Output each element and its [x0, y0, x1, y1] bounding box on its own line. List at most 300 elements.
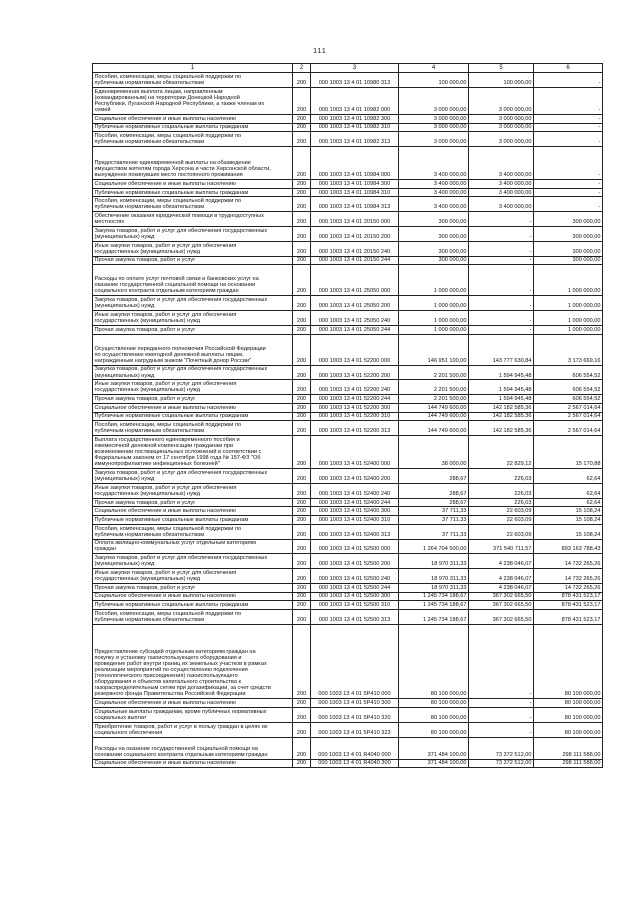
table-row — [93, 325, 603, 334]
table-row — [93, 412, 603, 421]
row-name-cell: Социальное обеспечение и иные выплаты населению — [93, 403, 293, 412]
unexecuted-amount-cell: 2 567 014,64 — [534, 412, 603, 421]
executed-amount-cell: 143 777 630,84 — [469, 334, 534, 365]
row-name-cell: Прочая закупка товаров, работ и услуг — [93, 325, 293, 334]
table-row — [93, 241, 603, 256]
row-name-cell: Публичные нормативные социальные выплаты гражданам — [93, 123, 293, 132]
executed-amount-cell: 22 603,09 — [469, 507, 534, 516]
row-name-cell: Осуществление переданного полномочия Российской Федерации по осуществлению ежегодной денежной выплаты лицам, награжденным нагрудным знаком "Почетный донор России" — [93, 334, 293, 365]
classification-code-cell: 000 1003 13 4 01 10982 300 — [311, 114, 399, 123]
unexecuted-amount-cell: 298 111 588,00 — [534, 737, 603, 759]
table-row — [93, 737, 603, 759]
unexecuted-amount-cell: 15 170,88 — [534, 436, 603, 469]
header-cell: 4 — [399, 64, 469, 73]
row-name-cell: Прочая закупка товаров, работ и услуг — [93, 256, 293, 265]
row-name-cell: Иные закупки товаров, работ и услуг для обеспечения государственных (муниципальных) нужд — [93, 241, 293, 256]
table-row — [93, 256, 603, 265]
approved-amount-cell: 3 400 000,00 — [399, 197, 469, 212]
classification-code-cell: 000 1003 13 4 01 10984 313 — [311, 197, 399, 212]
executed-amount-cell: 3 000 000,00 — [469, 114, 534, 123]
executed-amount-cell: - — [469, 256, 534, 265]
row-name-cell: Закупка товаров, работ и услуг для обеспечения государственных (муниципальных) нужд — [93, 296, 293, 311]
approved-amount-cell: 3 400 000,00 — [399, 180, 469, 189]
classification-code-cell: 000 1003 13 4 01 10982 000 — [311, 87, 399, 114]
classification-code-cell: 000 1003 13 4 01 52400 200 — [311, 469, 399, 484]
executed-amount-cell: - — [469, 325, 534, 334]
row-name-cell: Пособия, компенсации, меры социальной поддержки по публичным нормативным обязательствам — [93, 609, 293, 624]
row-code-cell: 200 — [293, 412, 311, 421]
row-name-cell: Прочая закупка товаров, работ и услуг — [93, 498, 293, 507]
row-name-cell: Социальное обеспечение и иные выплаты населению — [93, 180, 293, 189]
row-code-cell: 200 — [293, 569, 311, 584]
unexecuted-amount-cell: - — [534, 188, 603, 197]
row-name-cell: Иные закупки товаров, работ и услуг для обеспечения государственных (муниципальных) нужд — [93, 483, 293, 498]
approved-amount-cell: 300 000,00 — [399, 256, 469, 265]
row-code-cell: 200 — [293, 212, 311, 227]
executed-amount-cell: - — [469, 624, 534, 699]
unexecuted-amount-cell: 606 554,52 — [534, 395, 603, 404]
table-row — [93, 516, 603, 525]
unexecuted-amount-cell: - — [534, 87, 603, 114]
row-code-cell: 200 — [293, 539, 311, 554]
table-row — [93, 609, 603, 624]
executed-amount-cell: 3 400 000,00 — [469, 147, 534, 180]
approved-amount-cell: 371 484 100,00 — [399, 759, 469, 768]
approved-amount-cell: 80 100 000,00 — [399, 722, 469, 737]
row-code-cell: 200 — [293, 554, 311, 569]
executed-amount-cell: - — [469, 227, 534, 242]
approved-amount-cell: 371 484 100,00 — [399, 737, 469, 759]
executed-amount-cell: - — [469, 296, 534, 311]
classification-code-cell: 000 1003 13 4 01 R4040 000 — [311, 737, 399, 759]
executed-amount-cell: - — [469, 241, 534, 256]
classification-code-cell: 000 1003 13 4 01 10980 313 — [311, 73, 399, 88]
table-row — [93, 592, 603, 601]
row-name-cell: Социальное обеспечение и иные выплаты населению — [93, 507, 293, 516]
row-code-cell: 200 — [293, 311, 311, 326]
row-code-cell: 200 — [293, 197, 311, 212]
executed-amount-cell: 142 182 585,36 — [469, 412, 534, 421]
executed-amount-cell: 367 302 665,50 — [469, 609, 534, 624]
classification-code-cell: 000 1003 13 4 01 10982 310 — [311, 123, 399, 132]
header-cell: 3 — [311, 64, 399, 73]
executed-amount-cell: 226,03 — [469, 483, 534, 498]
row-code-cell: 200 — [293, 123, 311, 132]
approved-amount-cell: 300 000,00 — [399, 227, 469, 242]
classification-code-cell: 000 1003 13 4 01 52400 240 — [311, 483, 399, 498]
row-name-cell: Прочая закупка товаров, работ и услуг — [93, 583, 293, 592]
header-cell: 1 — [93, 64, 293, 73]
unexecuted-amount-cell: 878 431 523,17 — [534, 609, 603, 624]
unexecuted-amount-cell: - — [534, 73, 603, 88]
classification-code-cell: 000 1003 13 4 01 20150 244 — [311, 256, 399, 265]
row-name-cell: Публичные нормативные социальные выплаты гражданам — [93, 188, 293, 197]
unexecuted-amount-cell: 878 431 523,17 — [534, 601, 603, 610]
row-code-cell: 200 — [293, 87, 311, 114]
classification-code-cell: 000 1003 13 4 01 52200 310 — [311, 412, 399, 421]
unexecuted-amount-cell: - — [534, 180, 603, 189]
row-name-cell: Обеспечение оказания юридической помощи в труднодоступных местностях — [93, 212, 293, 227]
row-name-cell: Социальное обеспечение и иные выплаты населению — [93, 699, 293, 708]
table-row — [93, 132, 603, 147]
row-name-cell: Приобретение товаров, работ и услуг в пользу граждан в целях их социального обеспечения — [93, 722, 293, 737]
unexecuted-amount-cell: 62,64 — [534, 483, 603, 498]
approved-amount-cell: 144 749 600,00 — [399, 412, 469, 421]
row-name-cell: Закупка товаров, работ и услуг для обеспечения государственных (муниципальных) нужд — [93, 365, 293, 380]
unexecuted-amount-cell: 606 554,52 — [534, 380, 603, 395]
executed-amount-cell: - — [469, 699, 534, 708]
row-name-cell: Иные закупки товаров, работ и услуг для обеспечения государственных (муниципальных) нужд — [93, 311, 293, 326]
classification-code-cell: 000 1003 13 4 01 52500 300 — [311, 592, 399, 601]
header-cell: 6 — [534, 64, 603, 73]
row-name-cell: Единовременная выплата лицам, направленным (командированным) на территории Донецкой Народной Республики, Луганской Народной Республики, а также членам их семей — [93, 87, 293, 114]
row-code-cell: 200 — [293, 265, 311, 296]
approved-amount-cell: 288,67 — [399, 498, 469, 507]
table-row — [93, 601, 603, 610]
approved-amount-cell: 18 970 311,33 — [399, 569, 469, 584]
row-name-cell: Социальное обеспечение и иные выплаты населению — [93, 759, 293, 768]
row-name-cell: Публичные нормативные социальные выплаты гражданам — [93, 601, 293, 610]
approved-amount-cell: 1 245 734 188,67 — [399, 601, 469, 610]
table-row — [93, 498, 603, 507]
approved-amount-cell: 1 000 000,00 — [399, 325, 469, 334]
approved-amount-cell: 37 711,33 — [399, 516, 469, 525]
executed-amount-cell: 4 238 046,07 — [469, 569, 534, 584]
table-row — [93, 334, 603, 365]
classification-code-cell: 000 1003 13 4 01 52200 313 — [311, 421, 399, 436]
row-name-cell: Предоставление субсидий отдельным категориям граждан на покупку и установку газоиспользующего оборудования и проведение работ внутри границ их земельных участков в рамках реализации мероприятий по осуществлению подключения (технологического присоединения) газоиспользующего оборудования и объектов капитального строительства к газораспределительным сетям при догазификации, за счет средств резервного фонда Правительства Российской Федерации — [93, 624, 293, 699]
budget-execution-table — [92, 63, 603, 768]
row-code-cell: 200 — [293, 365, 311, 380]
executed-amount-cell: - — [469, 212, 534, 227]
row-code-cell: 200 — [293, 325, 311, 334]
executed-amount-cell: 1 594 945,48 — [469, 395, 534, 404]
row-name-cell: Пособия, компенсации, меры социальной поддержки по публичным нормативным обязательствам — [93, 132, 293, 147]
table-row — [93, 296, 603, 311]
row-code-cell: 200 — [293, 180, 311, 189]
unexecuted-amount-cell: 298 111 588,00 — [534, 759, 603, 768]
executed-amount-cell: 3 400 000,00 — [469, 180, 534, 189]
classification-code-cell: 000 1003 13 4 01 25050 000 — [311, 265, 399, 296]
unexecuted-amount-cell: 300 000,00 — [534, 256, 603, 265]
row-name-cell: Закупка товаров, работ и услуг для обеспечения государственных (муниципальных) нужд — [93, 554, 293, 569]
table-row — [93, 403, 603, 412]
classification-code-cell: 000 1003 13 4 01 25050 244 — [311, 325, 399, 334]
approved-amount-cell: 80 100 000,00 — [399, 699, 469, 708]
row-name-cell: Социальные выплаты гражданам, кроме публичных нормативных социальных выплат — [93, 707, 293, 722]
classification-code-cell: 000 1003 13 4 01 20150 000 — [311, 212, 399, 227]
executed-amount-cell: 22 829,12 — [469, 436, 534, 469]
classification-code-cell: 000 1003 13 4 01 52200 000 — [311, 334, 399, 365]
row-code-cell: 200 — [293, 592, 311, 601]
approved-amount-cell: 1 264 704 500,00 — [399, 539, 469, 554]
unexecuted-amount-cell: 1 000 000,00 — [534, 265, 603, 296]
approved-amount-cell: 3 400 000,00 — [399, 188, 469, 197]
unexecuted-amount-cell: - — [534, 123, 603, 132]
executed-amount-cell: 3 400 000,00 — [469, 197, 534, 212]
table-row — [93, 507, 603, 516]
approved-amount-cell: 80 100 000,00 — [399, 707, 469, 722]
unexecuted-amount-cell: 80 100 000,00 — [534, 722, 603, 737]
row-code-cell: 200 — [293, 256, 311, 265]
table-row — [93, 380, 603, 395]
unexecuted-amount-cell: 14 732 265,26 — [534, 583, 603, 592]
row-code-cell: 200 — [293, 241, 311, 256]
row-code-cell: 200 — [293, 609, 311, 624]
classification-code-cell: 000 1003 13 4 01 52400 310 — [311, 516, 399, 525]
row-name-cell: Выплата государственного единовременного пособия и ежемесячной денежной компенсации гражданам при возникновении поствакцинальных осложнений в соответствии с Федеральным законом от 17 сентября 1998 года № 157-ФЗ "Об иммунопрофилактике инфекционных болезней" — [93, 436, 293, 469]
classification-code-cell: 000 1003 13 4 01 52400 244 — [311, 498, 399, 507]
approved-amount-cell: 100 000,00 — [399, 73, 469, 88]
executed-amount-cell: 371 540 711,57 — [469, 539, 534, 554]
row-code-cell: 200 — [293, 737, 311, 759]
classification-code-cell: 000 1003 13 4 01 10982 313 — [311, 132, 399, 147]
executed-amount-cell: 1 594 945,48 — [469, 365, 534, 380]
table-row — [93, 87, 603, 114]
table-row — [93, 583, 603, 592]
executed-amount-cell: 142 182 585,36 — [469, 421, 534, 436]
executed-amount-cell: 73 372 512,00 — [469, 759, 534, 768]
approved-amount-cell: 144 749 600,00 — [399, 403, 469, 412]
unexecuted-amount-cell: 14 732 265,26 — [534, 569, 603, 584]
unexecuted-amount-cell: 2 567 014,64 — [534, 403, 603, 412]
executed-amount-cell: 226,03 — [469, 469, 534, 484]
table-row — [93, 421, 603, 436]
table-row — [93, 114, 603, 123]
classification-code-cell: 000 1003 13 4 01 5Р410 300 — [311, 699, 399, 708]
approved-amount-cell: 144 749 600,00 — [399, 421, 469, 436]
approved-amount-cell: 3 400 000,00 — [399, 147, 469, 180]
classification-code-cell: 000 1003 13 4 01 5Р410 323 — [311, 722, 399, 737]
executed-amount-cell: - — [469, 265, 534, 296]
approved-amount-cell: 1 245 734 188,67 — [399, 592, 469, 601]
table-row — [93, 569, 603, 584]
unexecuted-amount-cell: 14 732 265,26 — [534, 554, 603, 569]
row-name-cell: Публичные нормативные социальные выплаты гражданам — [93, 516, 293, 525]
row-name-cell: Иные закупки товаров, работ и услуг для обеспечения государственных (муниципальных) нужд — [93, 569, 293, 584]
row-code-cell: 200 — [293, 395, 311, 404]
row-code-cell: 200 — [293, 524, 311, 539]
classification-code-cell: 000 1003 13 4 01 25050 200 — [311, 296, 399, 311]
row-code-cell: 200 — [293, 227, 311, 242]
table-row — [93, 483, 603, 498]
unexecuted-amount-cell: 2 567 014,64 — [534, 421, 603, 436]
executed-amount-cell: 142 182 585,36 — [469, 403, 534, 412]
unexecuted-amount-cell: 80 100 000,00 — [534, 624, 603, 699]
approved-amount-cell: 146 951 100,00 — [399, 334, 469, 365]
approved-amount-cell: 80 100 000,00 — [399, 624, 469, 699]
table-row — [93, 436, 603, 469]
classification-code-cell: 000 1003 13 4 01 52200 240 — [311, 380, 399, 395]
unexecuted-amount-cell: 300 000,00 — [534, 241, 603, 256]
row-code-cell: 200 — [293, 583, 311, 592]
classification-code-cell: 000 1003 13 4 01 52200 300 — [311, 403, 399, 412]
row-code-cell: 200 — [293, 380, 311, 395]
approved-amount-cell: 300 000,00 — [399, 212, 469, 227]
unexecuted-amount-cell: 15 108,24 — [534, 507, 603, 516]
approved-amount-cell: 3 000 000,00 — [399, 114, 469, 123]
unexecuted-amount-cell: 80 100 000,00 — [534, 707, 603, 722]
table-row — [93, 707, 603, 722]
approved-amount-cell: 1 245 734 188,67 — [399, 609, 469, 624]
unexecuted-amount-cell: 80 100 000,00 — [534, 699, 603, 708]
unexecuted-amount-cell: 3 173 669,16 — [534, 334, 603, 365]
classification-code-cell: 000 1003 13 4 01 10984 300 — [311, 180, 399, 189]
executed-amount-cell: 226,03 — [469, 498, 534, 507]
row-code-cell: 200 — [293, 483, 311, 498]
classification-code-cell: 000 1003 13 4 01 52500 310 — [311, 601, 399, 610]
classification-code-cell: 000 1003 13 4 01 10984 000 — [311, 147, 399, 180]
classification-code-cell: 000 1003 13 4 01 52500 313 — [311, 609, 399, 624]
unexecuted-amount-cell: 300 000,00 — [534, 212, 603, 227]
row-code-cell: 200 — [293, 421, 311, 436]
table-row — [93, 554, 603, 569]
classification-code-cell: 000 1003 13 4 01 20150 200 — [311, 227, 399, 242]
table-row — [93, 699, 603, 708]
classification-code-cell: 000 1003 13 4 01 5Р410 320 — [311, 707, 399, 722]
unexecuted-amount-cell: 606 554,52 — [534, 365, 603, 380]
row-name-cell: Иные закупки товаров, работ и услуг для обеспечения государственных (муниципальных) нужд — [93, 380, 293, 395]
unexecuted-amount-cell: 62,64 — [534, 498, 603, 507]
executed-amount-cell: - — [469, 311, 534, 326]
classification-code-cell: 000 1003 13 4 01 52500 200 — [311, 554, 399, 569]
row-code-cell: 200 — [293, 73, 311, 88]
approved-amount-cell: 300 000,00 — [399, 241, 469, 256]
table-row — [93, 197, 603, 212]
table-row — [93, 524, 603, 539]
row-name-cell: Оплата жилищно-коммунальных услуг отдельным категориям граждан — [93, 539, 293, 554]
classification-code-cell: 000 1003 13 4 01 52400 313 — [311, 524, 399, 539]
row-name-cell: Социальное обеспечение и иные выплаты населению — [93, 114, 293, 123]
table-row — [93, 73, 603, 88]
unexecuted-amount-cell: - — [534, 147, 603, 180]
row-name-cell: Пособия, компенсации, меры социальной поддержки по публичным нормативным обязательствам — [93, 524, 293, 539]
row-code-cell: 200 — [293, 403, 311, 412]
unexecuted-amount-cell: 15 108,24 — [534, 516, 603, 525]
unexecuted-amount-cell: 1 000 000,00 — [534, 311, 603, 326]
unexecuted-amount-cell: 1 000 000,00 — [534, 325, 603, 334]
row-name-cell: Расходы по оплате услуг почтовой связи и банковских услуг на оказание государственной социальной помощи на основании социального контракта отдельным категориям граждан — [93, 265, 293, 296]
unexecuted-amount-cell: - — [534, 197, 603, 212]
row-name-cell: Пособия, компенсации, меры социальной поддержки по публичным нормативным обязательствам — [93, 421, 293, 436]
table-row — [93, 188, 603, 197]
row-code-cell: 200 — [293, 114, 311, 123]
executed-amount-cell: 3 400 000,00 — [469, 188, 534, 197]
table-row — [93, 180, 603, 189]
row-name-cell: Закупка товаров, работ и услуг для обеспечения государственных (муниципальных) нужд — [93, 227, 293, 242]
row-code-cell: 200 — [293, 436, 311, 469]
header-cell: 2 — [293, 64, 311, 73]
table-row — [93, 212, 603, 227]
executed-amount-cell: - — [469, 707, 534, 722]
row-code-cell: 200 — [293, 334, 311, 365]
row-code-cell: 200 — [293, 699, 311, 708]
table-row — [93, 365, 603, 380]
table-row — [93, 265, 603, 296]
executed-amount-cell: 100 000,00 — [469, 73, 534, 88]
executed-amount-cell: 3 000 000,00 — [469, 123, 534, 132]
row-name-cell: Прочая закупка товаров, работ и услуг — [93, 395, 293, 404]
classification-code-cell: 000 1003 13 4 01 R4040 300 — [311, 759, 399, 768]
row-name-cell: Публичные нормативные социальные выплаты гражданам — [93, 412, 293, 421]
unexecuted-amount-cell: 15 108,24 — [534, 524, 603, 539]
classification-code-cell: 000 1003 13 4 01 20150 240 — [311, 241, 399, 256]
table-row — [93, 624, 603, 699]
table-row — [93, 759, 603, 768]
classification-code-cell: 000 1003 13 4 01 52400 000 — [311, 436, 399, 469]
executed-amount-cell: 4 238 046,07 — [469, 583, 534, 592]
row-name-cell: Пособия, компенсации, меры социальной поддержки по публичным нормативным обязательствам — [93, 197, 293, 212]
unexecuted-amount-cell: 300 000,00 — [534, 227, 603, 242]
row-name-cell: Пособия, компенсации, меры социальной поддержки по публичным нормативным обязательствам — [93, 73, 293, 88]
executed-amount-cell: 1 594 945,48 — [469, 380, 534, 395]
row-code-cell: 200 — [293, 132, 311, 147]
unexecuted-amount-cell: - — [534, 132, 603, 147]
approved-amount-cell: 2 201 500,00 — [399, 380, 469, 395]
column-number-header-row — [93, 64, 603, 73]
approved-amount-cell: 1 000 000,00 — [399, 265, 469, 296]
approved-amount-cell: 18 970 311,33 — [399, 583, 469, 592]
row-code-cell: 200 — [293, 469, 311, 484]
row-name-cell: Предоставление единовременной выплаты на обзаведение имуществом жителям города Херсона и части Херсонской области, вынужденно покинувших место постоянного проживания — [93, 147, 293, 180]
classification-code-cell: 000 1003 13 4 01 52200 244 — [311, 395, 399, 404]
page-number: 111 — [313, 48, 327, 55]
executed-amount-cell: - — [469, 722, 534, 737]
executed-amount-cell: 22 603,09 — [469, 524, 534, 539]
approved-amount-cell: 37 711,33 — [399, 524, 469, 539]
row-code-cell: 200 — [293, 498, 311, 507]
row-code-cell: 200 — [293, 516, 311, 525]
approved-amount-cell: 2 201 500,00 — [399, 365, 469, 380]
row-code-cell: 200 — [293, 601, 311, 610]
row-code-cell: 200 — [293, 624, 311, 699]
classification-code-cell: 000 1003 13 4 01 5Р410 000 — [311, 624, 399, 699]
row-code-cell: 200 — [293, 759, 311, 768]
row-code-cell: 200 — [293, 188, 311, 197]
table-row — [93, 227, 603, 242]
row-code-cell: 200 — [293, 507, 311, 516]
table-row — [93, 395, 603, 404]
header-cell: 5 — [469, 64, 534, 73]
unexecuted-amount-cell: 1 000 000,00 — [534, 296, 603, 311]
classification-code-cell: 000 1003 13 4 01 52500 244 — [311, 583, 399, 592]
executed-amount-cell: 73 372 512,00 — [469, 737, 534, 759]
approved-amount-cell: 288,67 — [399, 469, 469, 484]
approved-amount-cell: 2 201 500,00 — [399, 395, 469, 404]
classification-code-cell: 000 1003 13 4 01 52200 200 — [311, 365, 399, 380]
unexecuted-amount-cell: 893 163 788,43 — [534, 539, 603, 554]
approved-amount-cell: 18 970 311,33 — [399, 554, 469, 569]
executed-amount-cell: 367 302 665,50 — [469, 592, 534, 601]
table-row — [93, 123, 603, 132]
unexecuted-amount-cell: 62,64 — [534, 469, 603, 484]
table-row — [93, 722, 603, 737]
classification-code-cell: 000 1003 13 4 01 25050 240 — [311, 311, 399, 326]
row-code-cell: 200 — [293, 722, 311, 737]
approved-amount-cell: 288,67 — [399, 483, 469, 498]
classification-code-cell: 000 1003 13 4 01 10984 310 — [311, 188, 399, 197]
approved-amount-cell: 3 000 000,00 — [399, 132, 469, 147]
executed-amount-cell: 3 000 000,00 — [469, 132, 534, 147]
table-row — [93, 539, 603, 554]
approved-amount-cell: 1 000 000,00 — [399, 311, 469, 326]
classification-code-cell: 000 1003 13 4 01 52500 240 — [311, 569, 399, 584]
approved-amount-cell: 3 000 000,00 — [399, 87, 469, 114]
row-code-cell: 200 — [293, 147, 311, 180]
approved-amount-cell: 37 711,33 — [399, 507, 469, 516]
unexecuted-amount-cell: 878 431 523,17 — [534, 592, 603, 601]
approved-amount-cell: 1 000 000,00 — [399, 296, 469, 311]
